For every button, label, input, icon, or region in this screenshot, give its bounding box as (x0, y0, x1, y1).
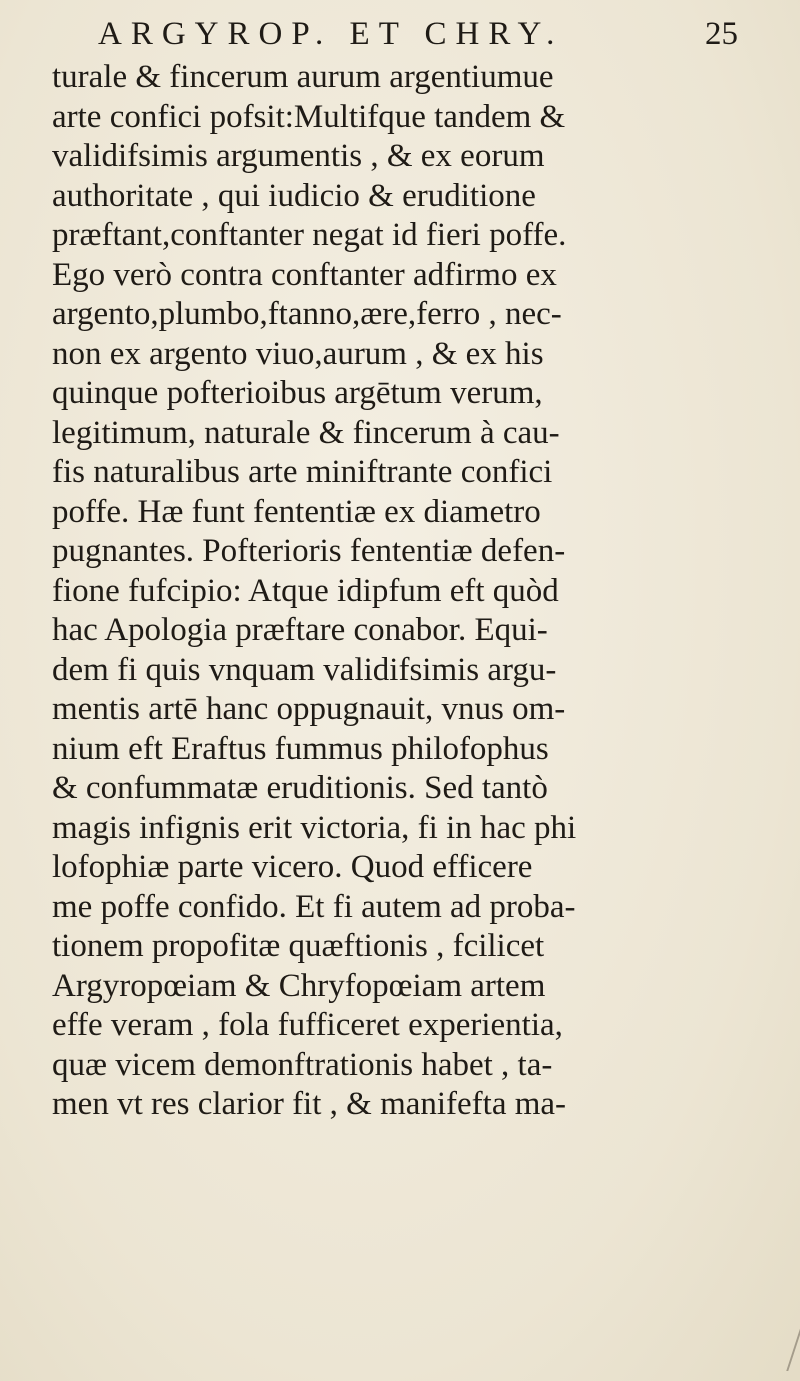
text-line: quinque pofterioibus argētum verum, (52, 375, 543, 411)
text-line: men vt res clarior fit , & manifefta ma- (52, 1086, 567, 1122)
text-line: turale & fincerum aurum argentiumue (52, 59, 554, 95)
text-line: Ego verò contra conftanter adfirmo ex (52, 256, 557, 293)
text-line: Argyropœiam & Chryfopœiam artem (52, 967, 546, 1004)
page-edge-mark (768, 1311, 800, 1371)
text-line: pugnantes. Pofterioris fententiæ defen- (52, 533, 566, 569)
text-line: fis naturalibus arte miniftrante confici (52, 454, 553, 490)
text-line: fione fufcipio: Atque idipfum eft quòd (52, 572, 559, 609)
text-line: quæ vicem demonftrationis habet , ta- (52, 1046, 553, 1083)
body-text (52, 58, 772, 1125)
text-line: me poffe confido. Et fi autem ad proba- (52, 888, 576, 925)
text-line: argento,plumbo,ftanno,ære,ferro , nec- (52, 296, 562, 332)
text-line: tionem propofitæ quæftionis , fcilicet (52, 928, 545, 964)
text-line: nium eft Eraftus fummus philofophus (52, 730, 549, 767)
text-line: legitimum, naturale & fincerum à cau- (52, 414, 560, 451)
text-line: præftant,conftanter negat id fieri poffe. (52, 217, 567, 253)
text-line: effe veram , fola fufficeret experientia, (52, 1007, 563, 1043)
text-line: authoritate , qui iudicio & eruditione (52, 177, 536, 214)
text-line: lofophiæ parte vicero. Quod efficere (52, 849, 533, 885)
text-line: mentis artē hanc oppugnauit, vnus om- (52, 691, 566, 727)
page-header (84, 14, 764, 58)
text-line: validifsimis argumentis , & ex eorum (52, 138, 545, 174)
text-line: non ex argento viuo,aurum , & ex his (52, 335, 544, 372)
text-line: hac Apologia præftare conabor. Equi- (52, 612, 548, 648)
running-head: ARGYROP. ET CHRY. (98, 16, 564, 52)
text-line: & confummatæ eruditionis. Sed tantò (52, 770, 548, 806)
page-number: 25 (705, 16, 738, 52)
text-line: dem fi quis vnquam validifsimis argu- (52, 651, 557, 688)
text-line: magis infignis erit victoria, fi in hac phi (52, 809, 577, 846)
text-line: poffe. Hæ funt fententiæ ex diametro (52, 493, 541, 530)
text-line: arte confici pofsit:Multifque tandem & (52, 98, 566, 135)
